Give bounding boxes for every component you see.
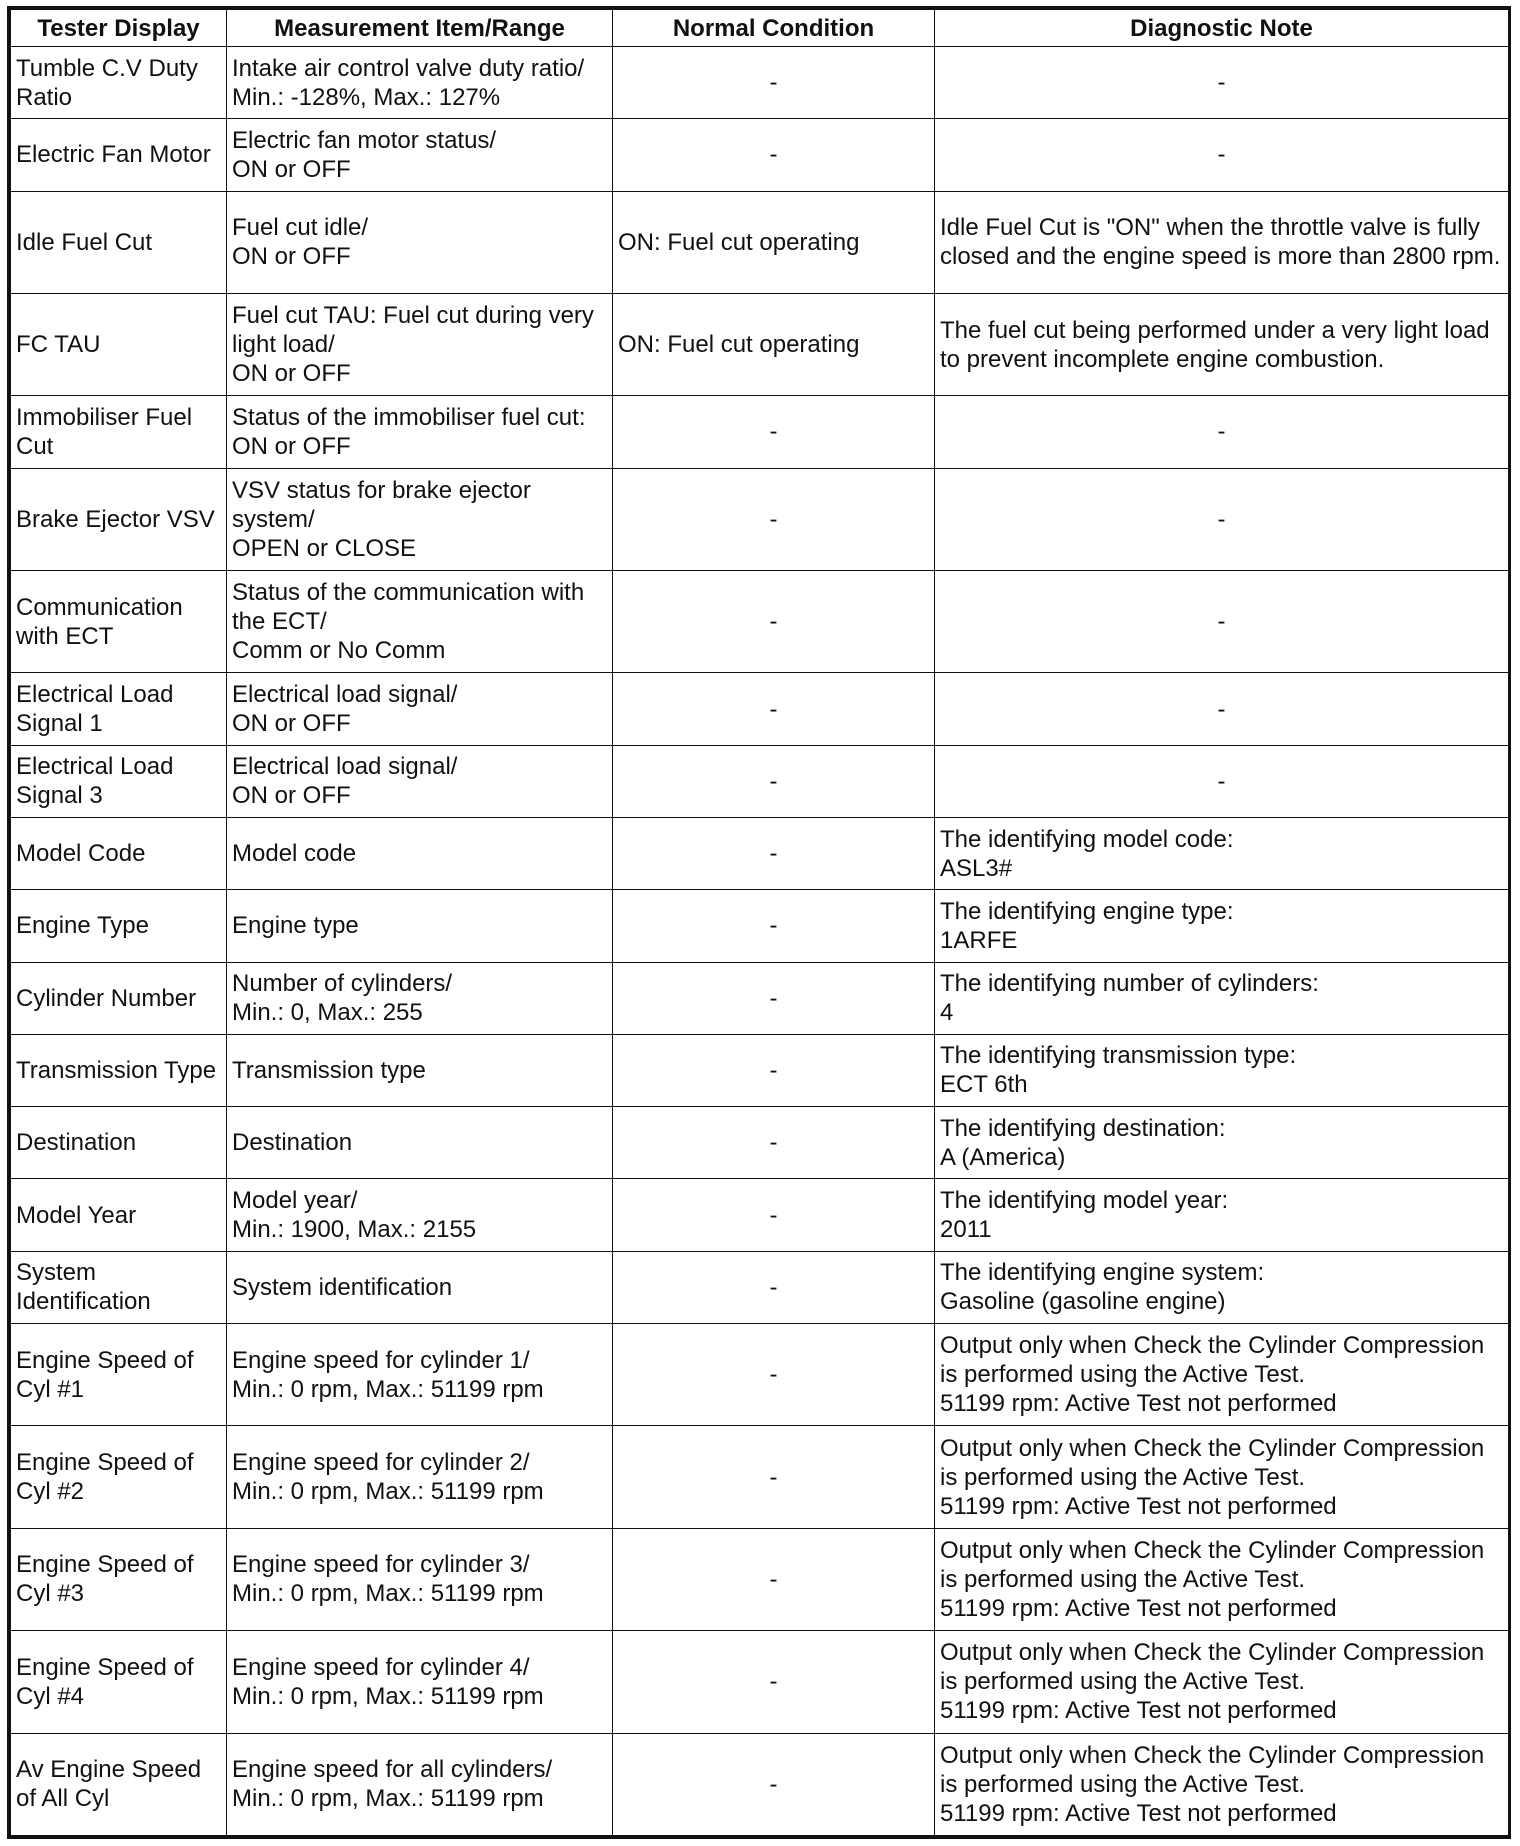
diagnostic-note-cell: - <box>935 119 1509 191</box>
normal-condition-cell: ON: Fuel cut operating <box>613 293 935 395</box>
diagnostic-note-cell: The identifying engine system: Gasoline (gasoline engine) <box>935 1251 1509 1323</box>
measurement-range-cell: Engine speed for cylinder 2/ Min.: 0 rpm, Max.: 51199 rpm <box>227 1426 613 1528</box>
normal-condition-cell: - <box>613 962 935 1034</box>
table-row <box>11 293 1509 395</box>
measurement-range-cell: Status of the immobiliser fuel cut: ON or OFF <box>227 396 613 468</box>
normal-condition-cell: - <box>613 1631 935 1733</box>
tester-display-cell: Engine Speed of Cyl #4 <box>11 1631 227 1733</box>
table-row <box>11 1107 1509 1179</box>
normal-condition-cell: - <box>613 1179 935 1251</box>
tester-display-cell: Brake Ejector VSV <box>11 468 227 570</box>
table-body <box>11 47 1509 1836</box>
tester-display-cell: Electric Fan Motor <box>11 119 227 191</box>
tester-display-cell: Model Year <box>11 1179 227 1251</box>
diagnostic-note-cell: The identifying engine type: 1ARFE <box>935 890 1509 962</box>
diagnostic-note-cell: - <box>935 673 1509 745</box>
measurement-range-cell: Engine type <box>227 890 613 962</box>
tester-display-cell: Transmission Type <box>11 1034 227 1106</box>
measurement-range-cell: Status of the communication with the ECT/ Comm or No Comm <box>227 571 613 673</box>
normal-condition-cell: - <box>613 571 935 673</box>
header-tester-display: Tester Display <box>11 10 227 47</box>
diagnostic-note-cell: - <box>935 47 1509 119</box>
measurement-range-cell: Model code <box>227 817 613 889</box>
tester-display-cell: Communication with ECT <box>11 571 227 673</box>
table-row <box>11 1323 1509 1425</box>
measurement-range-cell: Engine speed for cylinder 1/ Min.: 0 rpm, Max.: 51199 rpm <box>227 1323 613 1425</box>
table-row <box>11 1179 1509 1251</box>
diagnostic-note-cell: Output only when Check the Cylinder Compression is performed using the Active Test. 51199 rpm: Active Test not performed <box>935 1733 1509 1836</box>
header-diagnostic-note: Diagnostic Note <box>935 10 1509 47</box>
table-row <box>11 191 1509 293</box>
normal-condition-cell: - <box>613 1426 935 1528</box>
table-row <box>11 1631 1509 1733</box>
measurement-range-cell: Electric fan motor status/ ON or OFF <box>227 119 613 191</box>
diagnostic-note-cell: The identifying model year: 2011 <box>935 1179 1509 1251</box>
normal-condition-cell: - <box>613 817 935 889</box>
measurement-range-cell: Destination <box>227 1107 613 1179</box>
normal-condition-cell: - <box>613 745 935 817</box>
table-header-row <box>11 10 1509 47</box>
measurement-range-cell: Fuel cut idle/ ON or OFF <box>227 191 613 293</box>
tester-display-cell: Engine Speed of Cyl #2 <box>11 1426 227 1528</box>
diagnostic-note-cell: Output only when Check the Cylinder Compression is performed using the Active Test. 51199 rpm: Active Test not performed <box>935 1528 1509 1630</box>
diagnostic-note-cell: Output only when Check the Cylinder Compression is performed using the Active Test. 51199 rpm: Active Test not performed <box>935 1631 1509 1733</box>
normal-condition-cell: - <box>613 47 935 119</box>
tester-display-cell: Model Code <box>11 817 227 889</box>
measurement-range-cell: Electrical load signal/ ON or OFF <box>227 673 613 745</box>
tester-display-cell: Destination <box>11 1107 227 1179</box>
measurement-range-cell: Fuel cut TAU: Fuel cut during very light load/ ON or OFF <box>227 293 613 395</box>
measurement-range-cell: Engine speed for cylinder 3/ Min.: 0 rpm, Max.: 51199 rpm <box>227 1528 613 1630</box>
normal-condition-cell: - <box>613 396 935 468</box>
table-row <box>11 745 1509 817</box>
diagnostic-note-cell: The identifying number of cylinders: 4 <box>935 962 1509 1034</box>
table-row <box>11 1733 1509 1836</box>
measurement-range-cell: Engine speed for cylinder 4/ Min.: 0 rpm, Max.: 51199 rpm <box>227 1631 613 1733</box>
table-row <box>11 47 1509 119</box>
table-row <box>11 1528 1509 1630</box>
header-normal-condition: Normal Condition <box>613 10 935 47</box>
tester-display-cell: System Identification <box>11 1251 227 1323</box>
tester-display-cell: Tumble C.V Duty Ratio <box>11 47 227 119</box>
tester-display-cell: Immobiliser Fuel Cut <box>11 396 227 468</box>
normal-condition-cell: - <box>613 1034 935 1106</box>
measurement-range-cell: Transmission type <box>227 1034 613 1106</box>
normal-condition-cell: - <box>613 890 935 962</box>
tester-display-cell: Engine Speed of Cyl #1 <box>11 1323 227 1425</box>
table-row <box>11 468 1509 570</box>
table-row <box>11 1426 1509 1528</box>
diagnostic-note-cell: The identifying destination: A (America) <box>935 1107 1509 1179</box>
tester-display-cell: Engine Speed of Cyl #3 <box>11 1528 227 1630</box>
diagnostic-note-cell: The identifying transmission type: ECT 6th <box>935 1034 1509 1106</box>
normal-condition-cell: - <box>613 1107 935 1179</box>
table-row <box>11 119 1509 191</box>
measurement-range-cell: VSV status for brake ejector system/ OPEN or CLOSE <box>227 468 613 570</box>
normal-condition-cell: - <box>613 119 935 191</box>
tester-display-cell: FC TAU <box>11 293 227 395</box>
diagnostic-note-cell: Output only when Check the Cylinder Compression is performed using the Active Test. 51199 rpm: Active Test not performed <box>935 1323 1509 1425</box>
normal-condition-cell: - <box>613 1251 935 1323</box>
normal-condition-cell: ON: Fuel cut operating <box>613 191 935 293</box>
table-row <box>11 673 1509 745</box>
diagnostic-note-cell: The fuel cut being performed under a very light load to prevent incomplete engine combustion. <box>935 293 1509 395</box>
data-list-table <box>10 9 1509 1836</box>
table-row <box>11 571 1509 673</box>
normal-condition-cell: - <box>613 468 935 570</box>
measurement-range-cell: Engine speed for all cylinders/ Min.: 0 rpm, Max.: 51199 rpm <box>227 1733 613 1836</box>
table-row <box>11 817 1509 889</box>
table-row <box>11 962 1509 1034</box>
measurement-range-cell: System identification <box>227 1251 613 1323</box>
normal-condition-cell: - <box>613 1323 935 1425</box>
tester-display-cell: Av Engine Speed of All Cyl <box>11 1733 227 1836</box>
measurement-range-cell: Model year/ Min.: 1900, Max.: 2155 <box>227 1179 613 1251</box>
diagnostic-note-cell: - <box>935 396 1509 468</box>
normal-condition-cell: - <box>613 1528 935 1630</box>
diagnostic-note-cell: - <box>935 468 1509 570</box>
table-row <box>11 396 1509 468</box>
measurement-range-cell: Number of cylinders/ Min.: 0, Max.: 255 <box>227 962 613 1034</box>
diagnostic-note-cell: - <box>935 745 1509 817</box>
table-row <box>11 1034 1509 1106</box>
diagnostic-note-cell: - <box>935 571 1509 673</box>
data-list-sheet <box>7 6 1511 1839</box>
tester-display-cell: Engine Type <box>11 890 227 962</box>
table-row <box>11 1251 1509 1323</box>
diagnostic-note-cell: Output only when Check the Cylinder Compression is performed using the Active Test. 51199 rpm: Active Test not performed <box>935 1426 1509 1528</box>
normal-condition-cell: - <box>613 673 935 745</box>
tester-display-cell: Idle Fuel Cut <box>11 191 227 293</box>
diagnostic-note-cell: Idle Fuel Cut is "ON" when the throttle valve is fully closed and the engine speed is more than 2800 rpm. <box>935 191 1509 293</box>
header-measurement-item-range: Measurement Item/Range <box>227 10 613 47</box>
measurement-range-cell: Intake air control valve duty ratio/ Min.: -128%, Max.: 127% <box>227 47 613 119</box>
normal-condition-cell: - <box>613 1733 935 1836</box>
tester-display-cell: Cylinder Number <box>11 962 227 1034</box>
diagnostic-note-cell: The identifying model code: ASL3# <box>935 817 1509 889</box>
tester-display-cell: Electrical Load Signal 1 <box>11 673 227 745</box>
tester-display-cell: Electrical Load Signal 3 <box>11 745 227 817</box>
measurement-range-cell: Electrical load signal/ ON or OFF <box>227 745 613 817</box>
table-row <box>11 890 1509 962</box>
